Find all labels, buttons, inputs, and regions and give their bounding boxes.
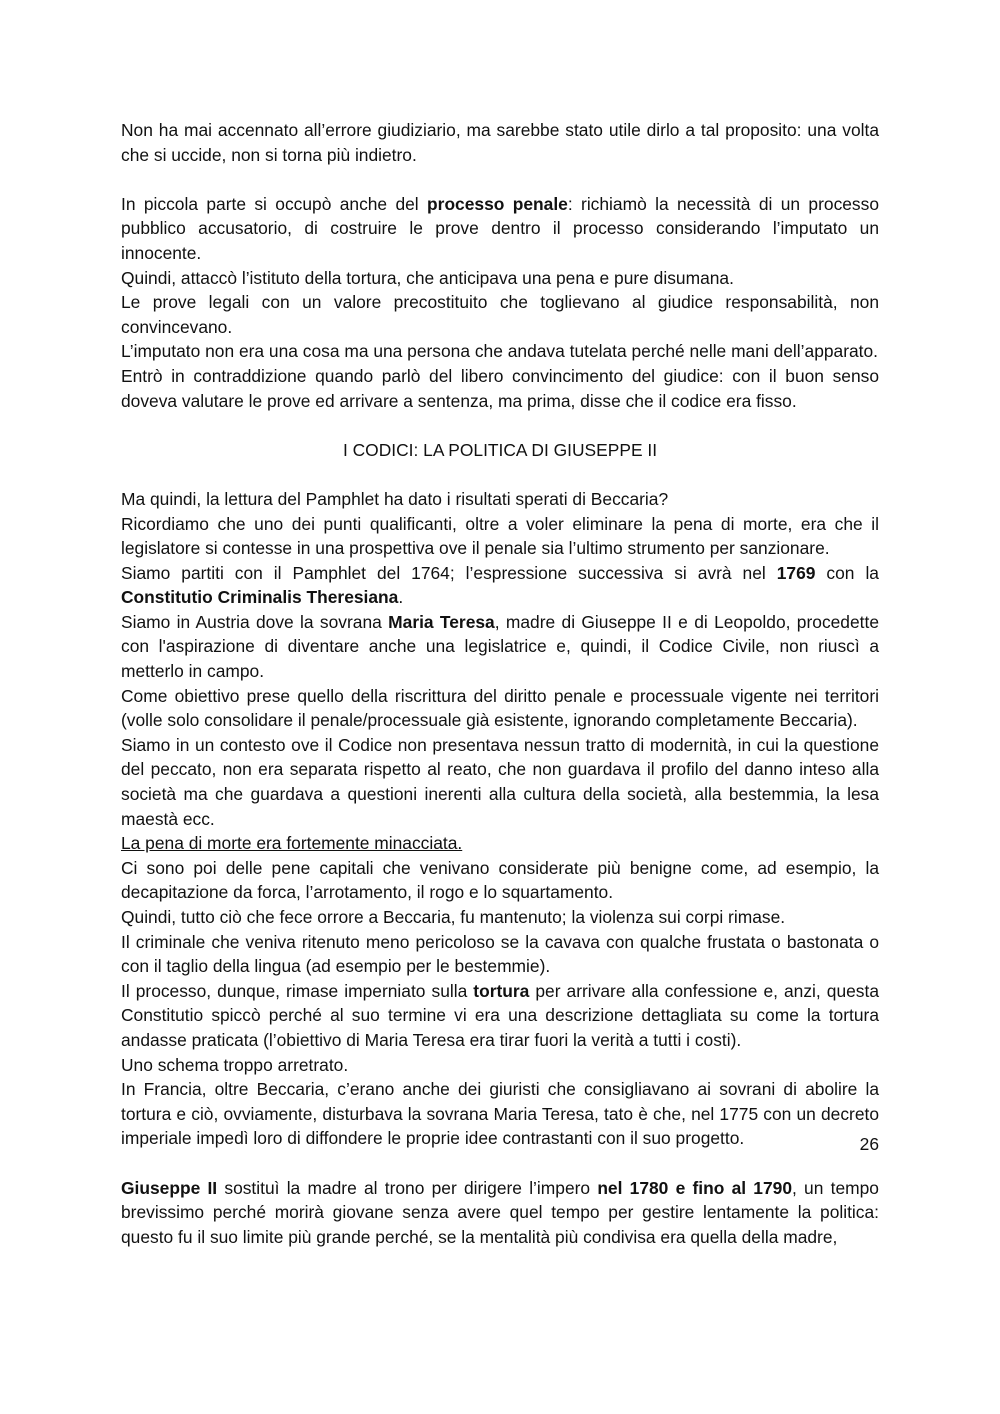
paragraph: Ma quindi, la lettura del Pamphlet ha dato i risultati sperati di Beccaria? <box>121 488 669 509</box>
bold-term: nel 1780 e fino al 1790 <box>597 1177 792 1198</box>
paragraph: Entrò in contraddizione quando parlò del libero convincimento del giudice: con il buon senso doveva valutare le prove ed arrivare a sentenza, ma prima, disse che il codice era fisso. <box>121 365 879 411</box>
bold-term: processo penale <box>427 193 568 214</box>
paragraph: Ci sono poi delle pene capitali che venivano considerate più benigne come, ad esempio, la decapitazione da forca, l’arrotamento, il rogo e lo squartamento. <box>121 857 879 903</box>
paragraph: Siamo in un contesto ove il Codice non presentava nessun tratto di modernità, in cui la questione del peccato, non era separata rispetto al reato, che non guardava il profilo del danno inteso alla società ma che guardava a questioni inerenti alla cultura della società, alla bestemmia, la lesa maestà ecc. <box>121 734 879 829</box>
paragraph: Siamo partiti con il Pamphlet del 1764; l’espressione successiva si avrà nel 1769 con la Constitutio Criminalis Theresiana. <box>121 562 879 608</box>
bold-term: Constitutio Criminalis Theresiana <box>121 587 399 608</box>
paragraph: Quindi, attaccò l’istituto della tortura, che anticipava una pena e pure disumana. <box>121 267 734 288</box>
paragraph: Il processo, dunque, rimase imperniato sulla tortura per arrivare alla confessione e, anzi, questa Constitutio spiccò perché al suo termine vi era una descrizione dettagliata su come la tortura andasse praticata (l’obiettivo di Maria Teresa era tirar fuori la verità a tutti i costi). <box>121 980 879 1050</box>
paragraph: Uno schema troppo arretrato. <box>121 1054 349 1075</box>
paragraph: Come obiettivo prese quello della riscrittura del diritto penale e processuale vigente nei territori (volle solo consolidare il penale/processuale già esistente, ignorando completamente Beccaria). <box>121 685 879 731</box>
page-number: 26 <box>859 1134 879 1154</box>
paragraph-gap <box>121 462 879 487</box>
bold-term: Maria Teresa <box>388 611 495 632</box>
page-body <box>121 118 879 1249</box>
paragraph: In piccola parte si occupò anche del processo penale: richiamò la necessità di un processo pubblico accusatorio, di costruire le prove dentro il processo considerando l’imputato un innocente. <box>121 193 879 263</box>
bold-term: 1769 <box>776 562 816 583</box>
paragraph-gap <box>121 1151 879 1176</box>
paragraph: L’imputato non era una cosa ma una persona che andava tutelata perché nelle mani dell’apparato. <box>121 341 879 362</box>
paragraph: Il criminale che veniva ritenuto meno pericoloso se la cavava con qualche frustata o bastonata o con il taglio della lingua (ad esempio per le bestemmie). <box>121 931 879 977</box>
paragraph: Giuseppe II sostituì la madre al trono per dirigere l’impero nel 1780 e fino al 1790, un tempo brevissimo perché morirà giovane senza avere quel tempo per gestire lentamente la politica: questo fu il suo limite più grande perché, se la mentalità più condivisa era quella della madre, <box>121 1177 879 1247</box>
underlined-sentence: La pena di morte era fortemente minacciata. <box>121 833 463 854</box>
paragraph: Le prove legali con un valore precostituito che toglievano al giudice responsabilità, non convincevano. <box>121 292 879 337</box>
paragraph <box>121 831 879 856</box>
paragraph-gap <box>121 413 879 438</box>
paragraph: In Francia, oltre Beccaria, c’erano anche dei giuristi che consigliavano ai sovrani di abolire la tortura e ciò, ovviamente, disturbava la sovrana Maria Teresa, tato è che, nel 1775 con un decreto imperiale impedì loro di diffondere le proprie idee contrastanti con il suo progetto. <box>121 1079 879 1149</box>
paragraph: Siamo in Austria dove la sovrana Maria Teresa, madre di Giuseppe II e di Leopoldo, procedette con l'aspirazione di diventare anche una legislatrice e, quindi, il Codice Civile, non riuscì a metterlo in campo. <box>121 611 879 682</box>
paragraph: Quindi, tutto ciò che fece orrore a Beccaria, fu mantenuto; la violenza sui corpi rimase. <box>121 907 786 927</box>
paragraph: Ricordiamo che uno dei punti qualificanti, oltre a voler eliminare la pena di morte, era che il legislatore si contesse in una prospettiva ove il penale sia l’ultimo strumento per sanzionare. <box>121 513 879 559</box>
paragraph-gap <box>121 167 879 192</box>
bold-term: Giuseppe II <box>121 1177 218 1198</box>
bold-term: tortura <box>473 980 530 1001</box>
section-heading: I CODICI: LA POLITICA DI GIUSEPPE II <box>342 439 658 460</box>
paragraph: Non ha mai accennato all’errore giudiziario, ma sarebbe stato utile dirlo a tal proposito: una volta che si uccide, non si torna più indietro. <box>121 120 879 165</box>
